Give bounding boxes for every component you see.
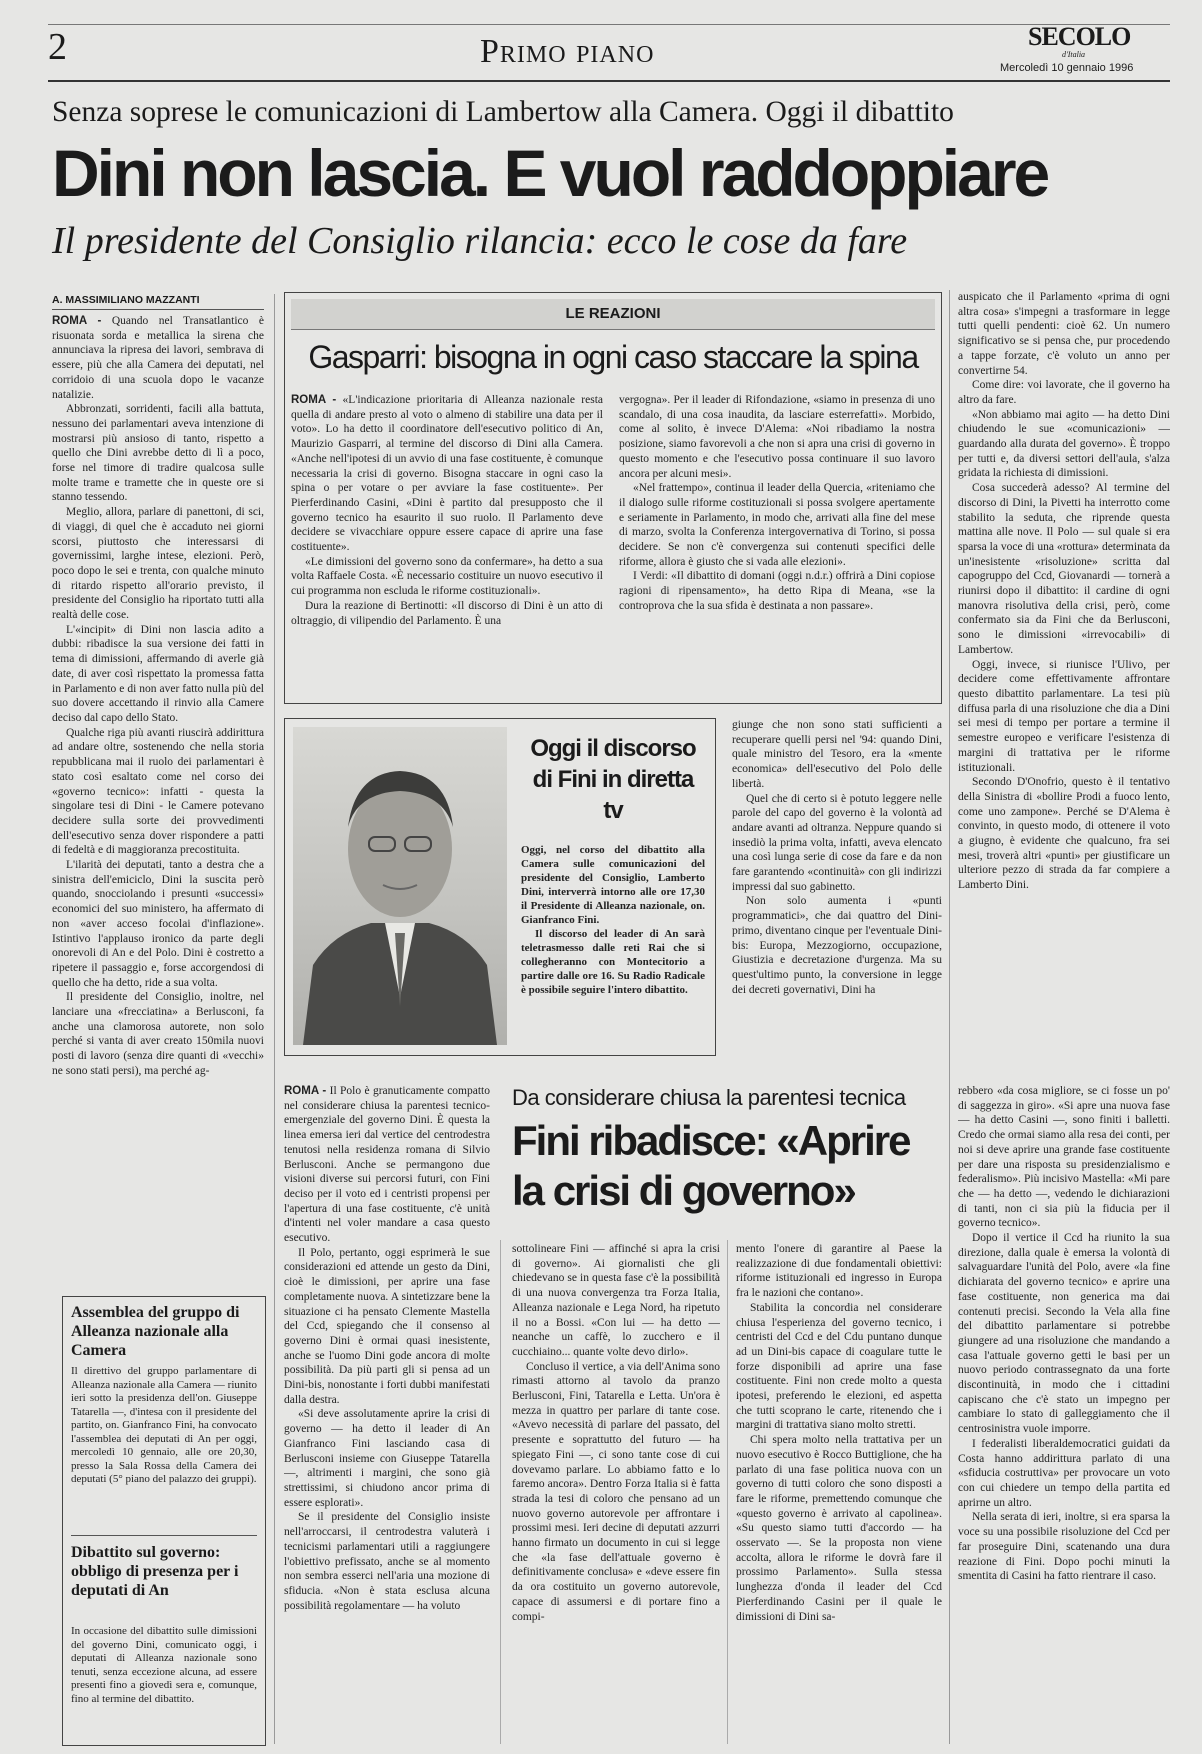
second-article-column-4: rebbero «da cosa migliore, se ci fosse un po' di saggezza in giro». «Si apre una nuova fase — ha detto Casini —, sono finiti i balletti. Credo che ormai siamo alla resa dei conti, per noi si deve aprire una grande fase costituente per dare una risposta su presidenzialismo e federalismo». Più incisivo Mastella: «Mi pare che — ha detto —, vedendo le dichiarazioni di tanti, non ci sia più la fiducia per il governo tecnico». Dopo il vertice il Ccd ha riunito la sua direzione, dalla quale è emersa la volontà di salvaguardare l'unità del Polo, avere «la fine dichiarata del governo tecnico» e aprire una fase costituente, non generica ma dai contenuti precisi. Secondo la Vela alla fine del dibattito parlamentare si potrebbe giungere ad una risoluzione che mandando a casa l'attuale governo getti le basi per un nuovo periodo contrassegnato da una forte discontinuità, in modo che i cittadini capiscano che c'è stato un impegno per cambiare lo stato di galleggiamento che il centrosinistra vuole imporre. I federalisti liberaldemocratici guidati da Costa hanno addirittura parlato di una «sfiducia costruttiva» per provocare un voto con cui chiedere un tempo della partita ed aprirne un altro. Nella serata di ieri, inoltre, si era sparsa la voce su una possibile risoluzione del Ccd per far proseguire Dini, scatenando una dura reazione di Fini. Dopo pochi minuti la smentita di Casini ha fatto rientrare il caso. — [958, 1085, 1170, 1583]
reactions-title: Gasparri: bisogna in ogni caso staccare la spina — [308, 339, 918, 375]
main-article-column-1: ROMA - Quando nel Transatlantico è risuonata sorda e metallica la sirena che annunciava la ripresa dei lavori, sembrava di essere, più che alla Camera dei deputati, nel corridoio di una scuola dopo le vacanze natalizie. Abbronzati, sorridenti, facili alla battuta, nessuno dei parlamentari aveva intenzione di mostrarsi più ansioso di tanto, rispetto a quello che Dini avrebbe detto di lì a poco, forse nel timore di tradire qualcosa sulle molte trame e tramette che in queste ore si stanno tessendo. Meglio, allora, parlare di panettoni, di sci, di viaggi, di quel che è accaduto nei giorni scorsi, piuttosto che interessarsi di governissimi, larghe intese, elezioni. Però, poco dopo le sei e trenta, con qualche minuto di ritardo rispetto all'orario previsto, il presidente del Consiglio ha riportato tutti alla realtà delle cose. L'«incipit» di Dini non lascia adito a dubbi: ribadisce la sua versione dei fatti in tema di dimissioni, affermando di averle già date, di aver così rispettato la promessa fatta in Parlamento e di non aver fatto nulla più del suo dovere accettando il rinvio alla Camere deciso dal capo dello Stato. Qualche riga più avanti riuscirà addirittura ad andare oltre, sostenendo che nella storia repubblicana mai il ruolo dei parlamentari è stato così esaltato come nel corso dei «governo tecnico»: infatti - questa la singolare tesi di Dini - le Camere potevano decidere sulla sorte dei provvedimenti dell'esecutivo senza dover rispondere a patti di fedeltà e di maggioranza precostituita. L'ilarità dei deputati, tanto a destra che a sinistra dell'emiciclo, Dini la suscita però quando, snocciolando i presunti «successi» economici del suo ministero, ha affermato di non «aver acceso focolai d'inflazione». Istintivo l'applauso ironico da parte degli onorevoli di An e del Polo. Dini è costretto a ripetere il passaggio e, forse accorgendosi di quello che ha detto, ride a sua volta. Il presidente del Consiglio, inoltre, nel lanciare una «frecciatina» a Berlusconi, fa anche una clamorosa autorete, non solo perché si vanta di aver creato 150mila nuovi posti di lavoro (senza dire quanti di «vecchi» ne sono stati persi), ma perché ag- — [52, 315, 264, 1077]
assembly-notice-box — [62, 1296, 266, 1746]
headline-kicker: Senza soprese le comunicazioni di Lambertow alla Camera. Oggi il dibattito — [52, 96, 954, 128]
byline: A. MASSIMILIANO MAZZANTI — [52, 294, 200, 306]
issue-date: Mercoledì 10 gennaio 1996 — [1000, 62, 1134, 74]
reactions-column-2: vergogna». Per il leader di Rifondazione, «siamo in presenza di uno scandalo, di una cosa inaudita, da lasciare esterrefatti». Morbido, come al solito, è invece D'Alema: «Noi ribadiamo la nostra posizione, siamo favorevoli a che non si apra una crisi di governo in questo momento e che l'esecutivo possa continuare il suo lavoro ancora per alcuni mesi». «Nel frattempo», continua il leader della Quercia, «riteniamo che il dialogo sulle riforme costituzionali si possa svolgere apertamente e seriamente in Parlamento, in modo che, arrivati alla fine del mese di marzo, svolta la Conferenza intergovernativa di Torino, si possa decidere. Se non c'è convergenza sui contenuti specifici delle riforme, allora è giusto che si vada alle elezioni». I Verdi: «Il dibattito di domani (oggi n.d.r.) offrirà a Dini copiose ragioni di ripensamento», ha detto Ripa di Meana, «se la controprova che la sua sfida è destinata a non passare». — [619, 394, 935, 612]
newspaper-logo: SECOLO — [1028, 22, 1131, 51]
assembly-notice-title: Assemblea del gruppo di Alleanza nazionale alla Camera — [71, 1304, 240, 1359]
fini-tv-title: Oggi il discorso di Fini in diretta tv — [530, 735, 696, 824]
debate-notice-title: Dibattito sul governo: obbligo di presenza per i deputati di An — [71, 1544, 239, 1599]
dateline: ROMA - — [52, 315, 102, 327]
main-article-column-4: auspicato che il Parlamento «prima di ogni altra cosa» s'impegni a trasformare in legge tutti quelli pendenti: cioè 62. Un numero significativo se si pensa che, pur procedendo a tappe forzate, c'è voluto un anno per convertirne 54. Come dire: voi lavorate, che il governo ha altro da fare. «Non abbiamo mai agito — ha detto Dini chiudendo le sue «comunicazioni» — guardando alla durata del governo». È troppo per tutti e, da diversi settori dell'aula, s'alza gridata la richiesta di dimissioni. Cosa succederà adesso? Al termine del discorso di Dini, la Pivetti ha interrotto come stabilito la seduta, che riprende questa mattina alle nove. Il Polo — sul quale si era sparsa la voce di una «rottura» determinata da un'inesistente «risoluzione» scritta dal capogruppo del Ccd, Giovanardi — tornerà a riunirsi dopo il dibattito: il cardine di ogni manovra risolutiva della crisi, però, come confermato sia da Fini che da Berlusconi, sono le dimissioni «irrevocabili» di Lambertow. Oggi, invece, si riunisce l'Ulivo, per decidere come effettivamente affrontare questo dibattito parlamentare. La tesi più diffusa parla di una risoluzione che dia a Dini sei mesi di tempo per portare a termine il semestre europeo e verificare l'esistenza di margini di trattativa per le riforme istituzionali. Secondo D'Onofrio, questo è il tentativo della Sinistra di «bollire Prodi a fuoco lento, come uno zampone». Perché se D'Alema è convinto, in questo modo, di ottenere il voto a giugno, è evidente che qualcuno, fra sei mesi, troverà altri «punti» per giustificare un ulteriore pezzo di strada da far compiere a Lamberto Dini. — [958, 291, 1170, 892]
logo-subtitle: d'Italia — [1062, 50, 1086, 59]
portrait-figure — [293, 727, 507, 1045]
fini-tv-box — [284, 718, 716, 1056]
second-article-kicker: Da considerare chiusa la parentesi tecnica — [512, 1085, 906, 1110]
dini-portrait-photo — [293, 727, 507, 1045]
second-article-column-2: sottolineare Fini — affinché si apra la crisi di governo». Ai giornalisti che gli chiedevano se in questa fase c'è la possibilità di una nuova convergenza tra Forza Italia, Alleanza nazionale e Lega Nord, ha ripetuto il no a Bossi. «Con lui — ha detto — neanche un caffè, lo zucchero e il cucchiaino... quante volte devo dirlo». Concluso il vertice, a via dell'Anima sono rimasti attorno al tavolo da pranzo Berlusconi, Fini, Tatarella e Letta. Un'ora è mezza in quattro per parlare di tante cose. «Avevo necessità di parlare del passato, del presente e soprattutto del futuro — ha spiegato Fini —, ci sono tante cose di cui dovevamo parlare. Lo abbiamo fatto e lo faremo ancora». Dentro Forza Italia si è fatta strada la tesi di coloro che pensano ad un nuovo governo autorevole per affrontare i prossimi mesi. Ieri decine di deputati azzurri hanno firmato un documento in cui si legge che «la fase dell'attuale governo è definitivamente conclusa» e «deve essere fin da ora costituito un governo autorevole, capace di assumersi e di portare fino a compi- — [512, 1243, 720, 1623]
reactions-box — [284, 292, 942, 704]
section-title: Primo piano — [480, 33, 655, 70]
reactions-label: LE REAZIONI — [565, 305, 661, 322]
headline-subtitle: Il presidente del Consiglio rilancia: ecco le cose da fare — [52, 220, 908, 262]
reactions-label-bar — [291, 299, 935, 330]
second-article-title: Fini ribadisce: «Aprire la crisi di governo» — [512, 1117, 910, 1214]
assembly-notice-text: Il direttivo del gruppo parlamentare di Alleanza nazionale alla Camera — riunito ieri sotto la presidenza dell'on. Giuseppe Tatarella —, d'intesa con il presidente del partito, on. Gianfranco Fini, ha convocato l'assemblea dei deputati di An per oggi, mercoledì 10 gennaio, alle ore 20,30, presso la Sala Rossa della Camera dei deputati (5° piano del palazzo dei gruppi). — [71, 1365, 257, 1485]
headline-title: Dini non lascia. E vuol raddoppiare — [52, 136, 1048, 210]
fini-tv-text: Oggi, nel corso del dibattito alla Camera sulle comunicazioni del presidente del Consiglio, Lamberto Dini, interverrà intorno alle ore 17,30 il Presidente di Alleanza nazionale, on. Gianfranco Fini. Il discorso del leader di An sarà teletrasmesso dalle reti Rai che si collegheranno con Montecitorio a partire dalle ore 16. Su Radio Radicale è possibile seguire l'intero dibattito. — [521, 844, 705, 996]
debate-notice-text: In occasione del dibattito sulle dimissioni del governo Dini, comunicato oggi, i deputati di Alleanza nazionale sono tenuti, senza eccezione alcuna, ad essere presenti fino a giovedì sera e, comunque, fino al termine del dibattito. — [71, 1625, 257, 1705]
second-article-column-1: ROMA - Il Polo è granuticamente compatto nel considerare chiusa la parentesi tecnico-emergenziale del governo Dini. È questa la linea emersa ieri dal vertice del centrodestra tenutosi nella residenza romana di Silvio Berlusconi. Anche se permangono due visioni diverse sui percorsi futuri, con Fini deciso per il voto ed i centristi propensi per l'apertura di una fase costituente, c'è unità d'intenti nel voler mandare a casa questo esecutivo. Il Polo, pertanto, oggi esprimerà le sue considerazioni ed attende un gesto da Dini, cioè le dimissioni, per aprire una fase completamente nuova. A sintetizzare bene la situazione ci ha pensato Clemente Mastella del Ccd, spiegando che il consenso al governo Dini è ormai quasi inesistente, anche se l'uomo Dini gode ancora di molte possibilità. Da più parti gli si pensa ad un Dini-bis, nonostante i forti dubbi manifestati dalla destra. «Si deve assolutamente aprire la crisi di governo — ha detto il leader di An Gianfranco Fini lasciando casa di Berlusconi insieme con Giuseppe Tatarella —, altrimenti i margini, che sono già strettissimi, si chiudono ancor prima di essere esplorati». Se il presidente del Consiglio insiste nell'arroccarsi, il centrodestra valuterà i tecnicismi parlamentari utili a raggiungere l'obiettivo prefissato, anche se al momento non sembra esserci nell'aria una mozione di sfiducia. «Non è stata esclusa alcuna possibilità regolamentare — ha voluto — [284, 1085, 490, 1612]
page-number: 2 — [48, 26, 67, 68]
second-article-column-3: mento l'onere di garantire al Paese la realizzazione di due fondamentali obiettivi: riforme istituzionali ed ingresso in Europa fra le nazioni che contano». Stabilita la concordia nel considerare chiusa l'esperienza del governo tecnico, i centristi del Ccd e del Cdu puntano dunque ad un Dini-bis capace di coagulare tutte le forze disponibili ad aprire una fase costituente. Fini non crede molto a questa ipotesi, preferendo le elezioni, ed aspetta che tutti scoprano le carte, ritenendo che i margini di trattativa siano molto stretti. Chi spera molto nella trattativa per un nuovo esecutivo è Rocco Buttiglione, che ha parlato di una fase politica nuova con un governo di tutti coloro che sono disposti a fare le riforme, premettendo comunque che «questo governo è arrivato al capolinea». «Su questo siamo tutti d'accordo — ha osservato —. Se la proposta non viene accolta, allora le riforme le dovrà fare il prossimo Parlamento». Sulla stessa lunghezza d'onda il leader del Ccd Pierferdinando Casini per il quale le dimissioni di Dini sa- — [736, 1243, 942, 1623]
reactions-column-1: ROMA - «L'indicazione prioritaria di Alleanza nazionale resta quella di andare presto al voto o almeno di stabilire una data per il voto». Lo ha detto il coordinatore dell'esecutivo politico di An, Maurizio Gasparri, al termine del discorso di Dini alla Camera. «Anche nell'ipotesi di un avvio di una fase costituente, è comunque necessaria la crisi di governo. Bisogna staccare in ogni caso la spina o per votare o per avviare la fase costituente». Per Pierferdinando Casini, «Dini è partito dal presupposto che il governo tecnico ha esaurito il suo ruolo. Il Parlamento deve decidere se vivacchiare oppure essere capace di aprire una fase costituente». «Le dimissioni del governo sono da confermare», ha detto a sua volta Raffaele Costa. «È necessario costituire un nuovo esecutivo il cui programma non escluda le riforme costituzionali». Dura la reazione di Bertinotti: «Il discorso di Dini è un atto di oltraggio, di vilipendio del Parlamento. È una — [291, 394, 603, 627]
main-article-column-3: giunge che non sono stati sufficienti a recuperare quelli persi nel '94: quando Dini, quale ministro del Tesoro, era la «mente economica» dell'esecutivo del Polo delle libertà. Quel che di certo si è potuto leggere nelle parole del capo del governo è la volontà ad andare avanti ad oltranza. Neppure quando si insediò la prima volta, infatti, aveva elencato una così lunga serie di cose da fare e da non fare garantendo «continuità» con gli indirizzi impressi dal suo gabinetto. Non solo aumenta i «punti programmatici», che dai quattro del Dini-primo, diventano cinque per l'eventuale Dini-bis: Europa, Mezzogiorno, occupazione, Giustizia e decretazione d'urgenza. Ma su quest'ultimo punto, la conversione in legge dei decreti governativi, Dini ha — [732, 719, 942, 996]
